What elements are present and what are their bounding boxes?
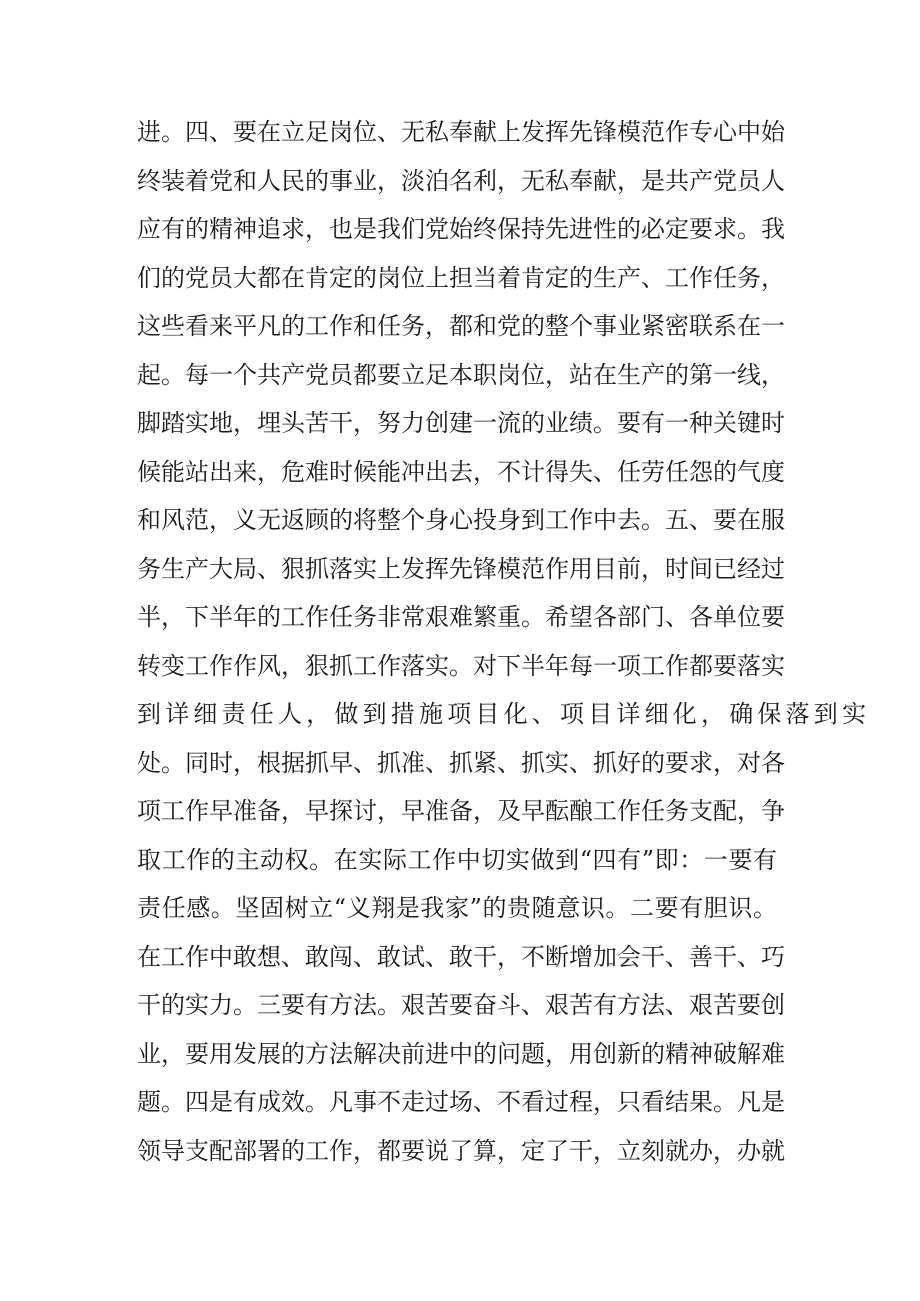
text-line: 转变工作作风，狠抓工作落实。对下半年每一项工作都要落实 [137,651,785,680]
text-line: 处。同时，根据抓早、抓准、抓紧、抓实、抓好的要求，对各 [137,748,785,777]
text-line: 题。四是有成效。凡事不走过场、不看过程，只看结果。凡是 [137,1088,785,1116]
text-line: 取工作的主动权。在实际工作中切实做到“四有”即：一要有 [137,845,777,874]
text-line: 到详细责任人，做到措施项目化、项目详细化，确保落到实 [137,700,871,728]
text-line: 责任感。坚固树立“义翔是我家”的贵随意识。二要有胆识。 [137,894,777,922]
text-line: 领导支配部署的工作，都要说了算，定了干，立刻就办，办就 [137,1136,785,1165]
text-line: 这些看来平凡的工作和任务，都和党的整个事业紧密联系在一 [137,312,785,340]
text-line: 进。四、要在立足岗位、无私奉献上发挥先锋模范作专心中始 [137,118,785,146]
text-line: 在工作中敢想、敢闯、敢试、敢干，不断增加会干、善干、巧 [137,942,785,971]
text-line: 候能站出来，危难时候能冲出去，不计得失、任劳任怨的气度 [137,457,785,486]
text-line: 起。每一个共产党员都要立足本职岗位，站在生产的第一线， [137,360,785,389]
text-line: 脚踏实地，埋头苦干，努力创建一流的业绩。要有一种关键时 [137,409,785,437]
text-line: 务生产大局、狠抓落实上发挥先锋模范作用目前，时间已经过 [137,554,785,583]
text-line: 项工作早准备，早探讨，早准备，及早酝酿工作任务支配，争 [137,797,785,825]
text-line: 和风范，义无返顾的将整个身心投身到工作中去。五、要在服 [137,506,785,534]
text-line: 半，下半年的工作任务非常艰难繁重。希望各部门、各单位要 [137,603,785,631]
text-line: 终装着党和人民的事业，淡泊名利，无私奉献，是共产党员人 [137,166,785,195]
text-line: 干的实力。三要有方法。艰苦要奋斗、艰苦有方法、艰苦要创 [137,991,785,1019]
body-text [137,108,871,1175]
text-line: 们的党员大都在肯定的岗位上担当着肯定的生产、工作任务， [137,263,785,292]
text-line: 应有的精神追求，也是我们党始终保持先进性的必定要求。我 [137,215,785,243]
text-line: 业，要用发展的方法解决前进中的问题，用创新的精神破解难 [137,1039,785,1068]
